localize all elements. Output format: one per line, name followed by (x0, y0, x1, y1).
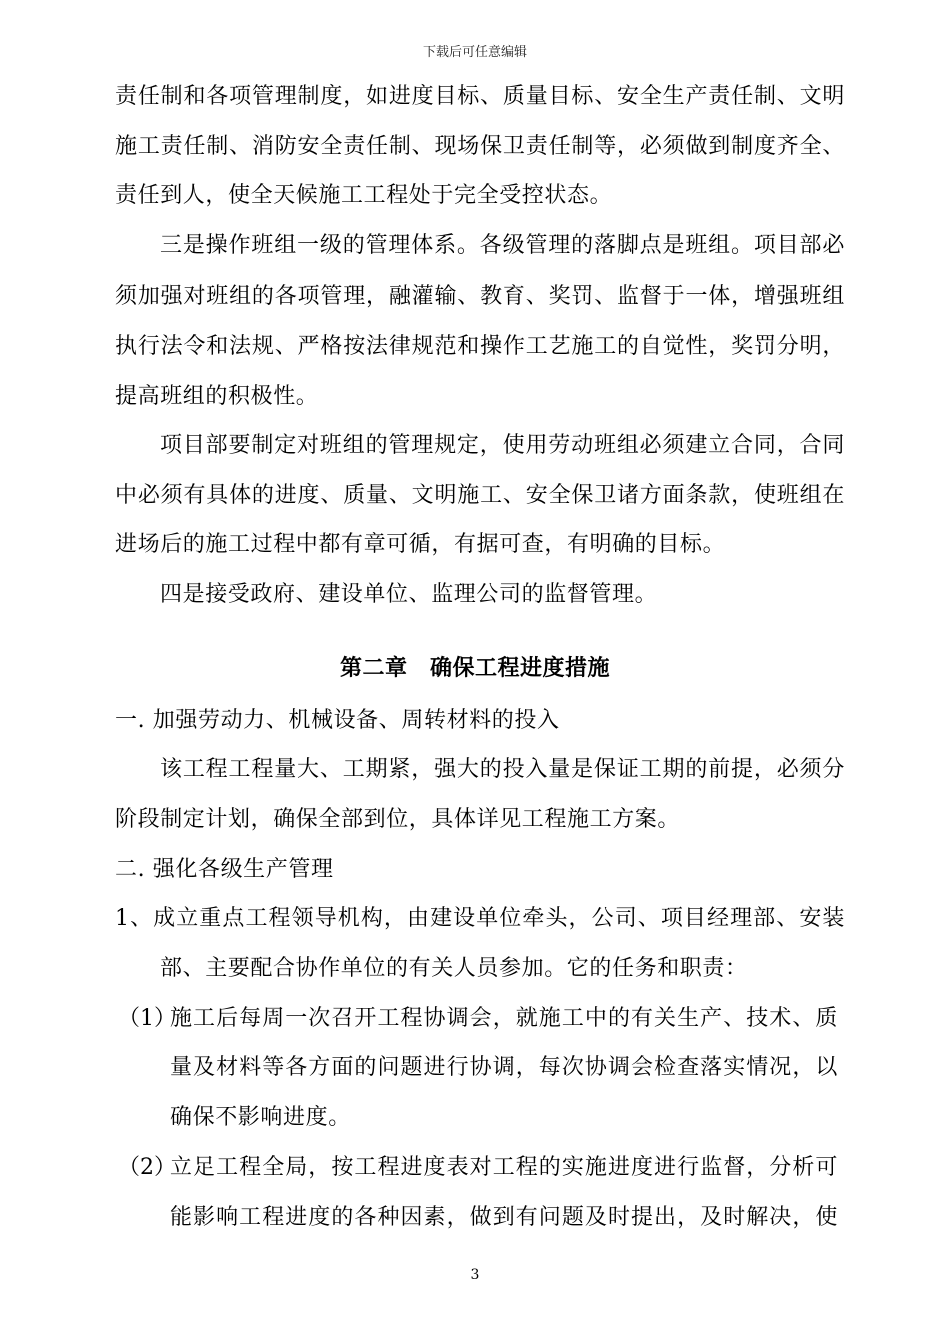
paragraph-line: 三是操作班组一级的管理体系。各级管理的落脚点是班组。项目部必 (160, 233, 845, 258)
paragraph-line: 该工程工程量大、工期紧，强大的投入量是保证工期的前提，必须分 (160, 757, 845, 782)
paragraph-line: 中必须有具体的进度、质量、文明施工、安全保卫诸方面条款，使班组在 (115, 483, 845, 508)
sub-item-line: 量及材料等各方面的问题进行协调，每次协调会检查落实情况，以 (170, 1055, 838, 1080)
paragraph-line: 责任到人，使全天候施工工程处于完全受控状态。 (115, 183, 613, 208)
paragraph-line: 须加强对班组的各项管理，融灌输、教育、奖罚、监督于一体，增强班组 (115, 284, 845, 309)
paragraph-line: 施工责任制、消防安全责任制、现场保卫责任制等，必须做到制度齐全、 (115, 134, 845, 159)
sub-item-line: 施工后每周一次召开工程协调会，就施工中的有关生产、技术、质 (170, 1006, 838, 1031)
sub-item-label: （1） (118, 1006, 176, 1031)
list-item-line: 1、成立重点工程领导机构，由建设单位牵头，公司、项目经理部、安装 (115, 906, 845, 931)
paragraph-line: 进场后的施工过程中都有章可循，有据可查，有明确的目标。 (115, 532, 726, 557)
paragraph-line: 责任制和各项管理制度，如进度目标、质量目标、安全生产责任制、文明 (115, 84, 845, 109)
paragraph-line: 阶段制定计划，确保全部到位，具体详见工程施工方案。 (115, 807, 681, 832)
chapter-title: 第二章 确保工程进度措施 (339, 656, 610, 681)
paragraph-line: 提高班组的积极性。 (115, 384, 319, 409)
section-heading: 一. 加强劳动力、机械设备、周转材料的投入 (115, 708, 560, 733)
paragraph-line: 执行法令和法规、严格按法律规范和操作工艺施工的自觉性，奖罚分明， (115, 334, 845, 359)
sub-item-label: （2） (118, 1155, 176, 1180)
section-heading: 二. 强化各级生产管理 (115, 857, 334, 882)
paragraph-line: 项目部要制定对班组的管理规定，使用劳动班组必须建立合同，合同 (160, 433, 845, 458)
sub-item-line: 立足工程全局，按工程进度表对工程的实施进度进行监督，分析可 (170, 1155, 838, 1180)
sub-item-line: 确保不影响进度。 (170, 1105, 351, 1130)
sub-item-line: 能影响工程进度的各种因素，做到有问题及时提出，及时解决，使 (170, 1205, 838, 1230)
page-number: 3 (470, 1267, 480, 1283)
paragraph-line: 四是接受政府、建设单位、监理公司的监督管理。 (160, 582, 658, 607)
list-item-line: 部、主要配合协作单位的有关人员参加。它的任务和职责： (160, 956, 748, 981)
page-header: 下载后可任意编辑 (422, 45, 527, 60)
